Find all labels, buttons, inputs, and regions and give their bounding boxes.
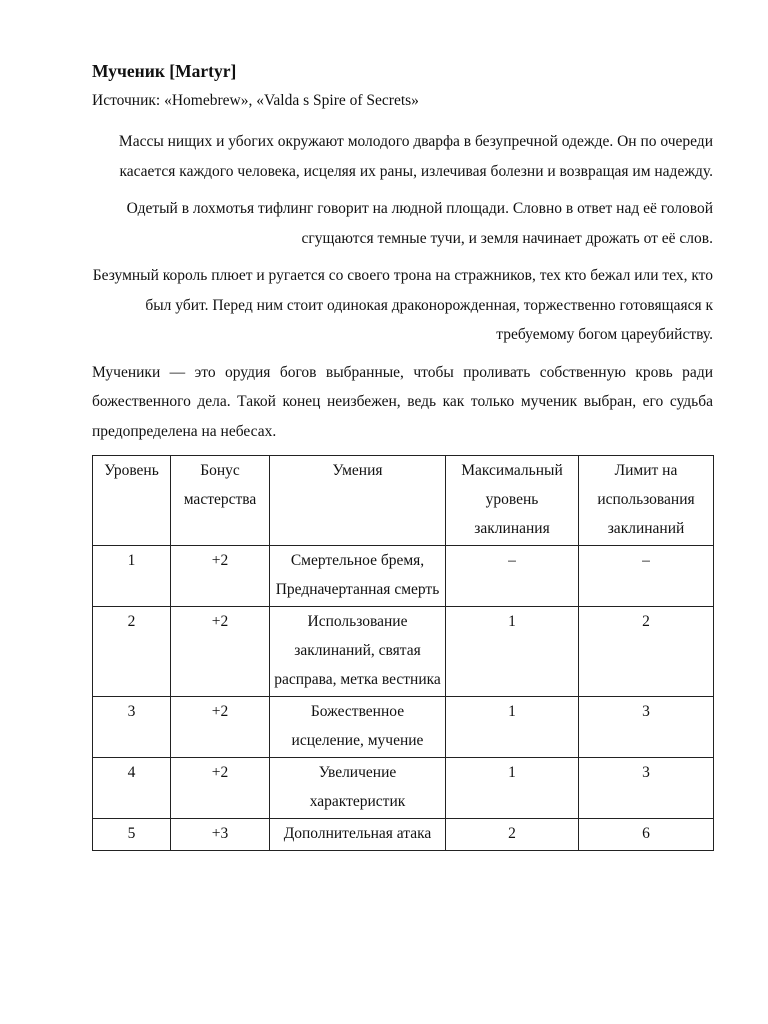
- cell-level: 1: [93, 546, 171, 607]
- paragraph-mad-king: Безумный король плюет и ругается со своего трона на стражников, тех кто бежал или тех, кто был убит. Перед ним стоит одинокая драконорожденная, торжественно готовящаяся к требуемому богом цареубийству.: [92, 267, 713, 343]
- header-level: Уровень: [93, 456, 171, 546]
- cell-level: 2: [93, 607, 171, 697]
- header-max-spell-level: Максимальный уровень заклинания: [446, 456, 579, 546]
- paragraph-dwarf: Массы нищих и убогих окружают молодого дварфа в безупречной одежде. Он по очереди касается каждого человека, исцеляя их раны, излечивая болезни и возвращая им надежду.: [118, 133, 713, 180]
- paragraph-tiefling: Одетый в лохмотья тифлинг говорит на людной площади. Словно в ответ над её головой сгущаются темные тучи, и земля начинает дрожать от её слов.: [126, 200, 713, 247]
- table-row: [93, 758, 714, 819]
- header-features: Умения: [270, 456, 446, 546]
- cell-features: Божественное исцеление, мучение: [270, 697, 446, 758]
- cell-features: Дополнительная атака: [270, 819, 446, 851]
- cell-bonus: +2: [171, 607, 270, 697]
- cell-spell-limit: 3: [579, 697, 714, 758]
- cell-max-spell-level: 1: [446, 697, 579, 758]
- header-spell-limit: Лимит на использования заклинаний: [579, 456, 714, 546]
- cell-level: 5: [93, 819, 171, 851]
- cell-bonus: +2: [171, 697, 270, 758]
- cell-max-spell-level: 2: [446, 819, 579, 851]
- cell-max-spell-level: 1: [446, 607, 579, 697]
- cell-spell-limit: 6: [579, 819, 714, 851]
- cell-level: 3: [93, 697, 171, 758]
- cell-spell-limit: 3: [579, 758, 714, 819]
- cell-max-spell-level: –: [446, 546, 579, 607]
- table-row: [93, 607, 714, 697]
- cell-spell-limit: –: [579, 546, 714, 607]
- cell-max-spell-level: 1: [446, 758, 579, 819]
- table-header-row: [93, 456, 714, 546]
- table-row: [93, 546, 714, 607]
- table-row: [93, 819, 714, 851]
- cell-features: Смертельное бремя, Предначертанная смерть: [270, 546, 446, 607]
- paragraph-martyrs: Мученики — это орудия богов выбранные, чтобы проливать собственную кровь ради божественного дела. Такой конец неизбежен, ведь как только мученик выбран, его судьба предопределена на небесах.: [92, 363, 713, 440]
- cell-features: Использование заклинаний, святая расправа, метка вестника: [270, 607, 446, 697]
- header-proficiency-bonus: Бонус мастерства: [171, 456, 270, 546]
- cell-level: 4: [93, 758, 171, 819]
- cell-bonus: +3: [171, 819, 270, 851]
- cell-features: Увеличение характеристик: [270, 758, 446, 819]
- cell-spell-limit: 2: [579, 607, 714, 697]
- page-title: Мученик [Martyr]: [92, 61, 237, 81]
- martyr-level-table: [92, 455, 714, 851]
- source-line: Источник: «Homebrew», «Valda s Spire of Secrets»: [92, 92, 419, 109]
- cell-bonus: +2: [171, 758, 270, 819]
- document-page: [92, 58, 713, 851]
- cell-bonus: +2: [171, 546, 270, 607]
- table-row: [93, 697, 714, 758]
